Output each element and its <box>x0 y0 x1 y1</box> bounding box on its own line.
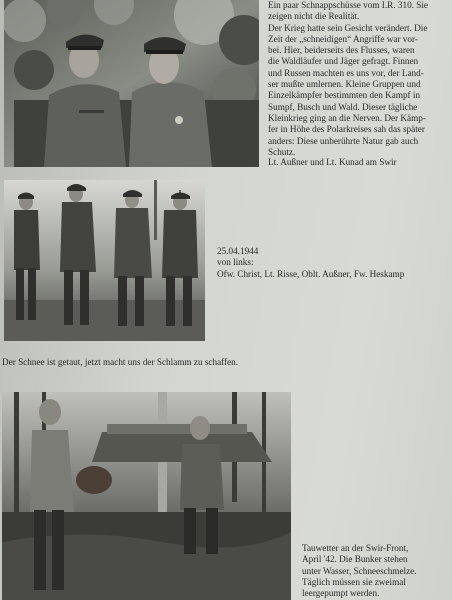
caption-line: unter Wasser, Schneeschmelze. <box>302 565 417 576</box>
photo-bunker-thaw <box>2 392 291 600</box>
intro-line: Kleinkrieg ging an die Nerven. Der Kämp- <box>268 112 426 123</box>
caption-photo-3-side <box>302 543 450 599</box>
caption-date: 25.04.1944 <box>217 246 259 256</box>
intro-line: und Russen machten es uns vor, der Land- <box>268 67 424 78</box>
caption-line: April '42. Die Bunker stehen <box>302 554 408 565</box>
intro-line: Schutz. <box>268 146 296 157</box>
intro-line: anders: Diese unberührte Natur gab auch <box>268 135 419 146</box>
intro-line: Zeit der „schneidigen“ Angriffe war vor- <box>268 33 418 44</box>
caption-names: Ofw. Christ, Lt. Risse, Oblt. Außner, Fw. Heskamp <box>217 268 405 279</box>
intro-line: Einzelkämpfer bestimmten den Kampf in <box>268 90 421 101</box>
caption-photo-3: Der Schnee ist getaut, jetzt macht uns der Schlamm zu schaffen. <box>2 357 239 367</box>
intro-line: ser mußte umlernen. Kleine Gruppen und <box>268 79 421 90</box>
caption-line: leergepumpt werden. <box>302 588 380 599</box>
intro-line: Ein paar Schnappschüsse vom I.R. 310. Sie <box>268 0 428 10</box>
intro-line: zeigen nicht die Realität. <box>268 11 360 22</box>
intro-line: bei. Hier, beiderseits des Flusses, waren <box>268 45 415 56</box>
intro-text <box>268 0 448 158</box>
intro-line: Sumpf, Busch und Wald. Dieser tägliche <box>268 101 418 112</box>
intro-line: Der Krieg hatte sein Gesicht verändert. Die <box>268 22 428 33</box>
caption-line: Tauwetter an der Swir-Front, <box>302 543 409 553</box>
photo-four-soldiers <box>4 180 205 341</box>
caption-line: Täglich müssen sie zweimal <box>302 576 406 587</box>
caption-photo-1: Lt. Außner und Lt. Kunad am Swir <box>268 157 397 167</box>
caption-photo-2 <box>217 246 447 280</box>
caption-from-label: von links: <box>217 257 254 268</box>
photo-two-officers <box>4 0 259 167</box>
intro-line: die Waldläufer und Jäger gefragt. Finnen <box>268 56 419 67</box>
intro-line: fer in Höhe des Polarkreises sah das später <box>268 124 425 135</box>
